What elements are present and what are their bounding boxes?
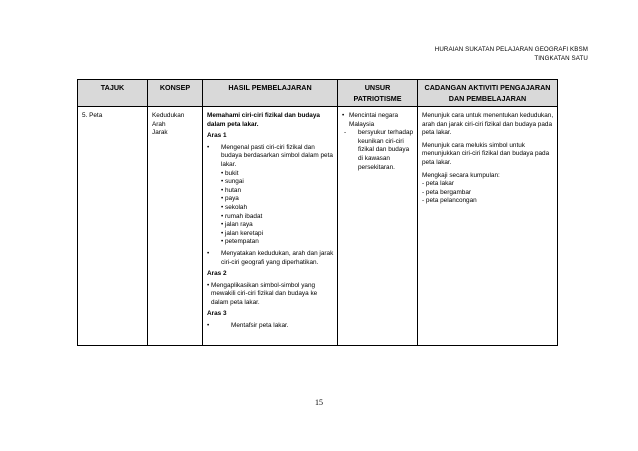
cell-tajuk <box>78 107 148 346</box>
tajuk-text: 5. Peta <box>82 112 103 119</box>
bullet-icon: • <box>207 143 210 151</box>
symbol-item <box>221 221 334 230</box>
konsep-item: Jarak <box>152 129 168 137</box>
symbol-text: rumah ibadat <box>225 212 263 220</box>
symbol-item <box>221 170 334 179</box>
symbol-text: hutan <box>225 186 241 194</box>
cadangan-paragraph: Mengkaji secara kumpulan: <box>422 171 500 179</box>
table-header-row <box>78 80 558 107</box>
cadangan-list-item: - peta lakar <box>422 180 454 188</box>
header-cadangan: CADANGAN AKTIVITI PENGAJARAN DAN PEMBELAJARAN <box>418 80 558 107</box>
bullet-icon: • <box>207 249 210 257</box>
cadangan-list-text: peta pelancongan <box>425 197 477 205</box>
symbol-item <box>221 195 334 204</box>
konsep-item: Kedudukan <box>152 112 185 119</box>
bullet-icon: • <box>221 195 224 203</box>
bullet-text: Mengenal pasti ciri-ciri fizikal dan budaya berdasarkan simbol dalam peta lakar. <box>221 143 333 168</box>
konsep-item: Arah <box>152 120 166 128</box>
bullet-icon: • <box>221 178 224 186</box>
symbol-item <box>221 213 334 222</box>
cell-cadangan <box>418 107 558 346</box>
syllabus-table <box>77 79 558 346</box>
symbol-text: sekolah <box>225 203 248 211</box>
header-konsep: KONSEP <box>148 80 203 107</box>
bullet-icon: • <box>221 238 224 246</box>
cadangan-list-text: peta lakar <box>425 180 454 188</box>
bullet-icon: • <box>221 169 224 177</box>
unsur-item <box>342 112 414 129</box>
symbol-item <box>221 238 334 247</box>
header-unsur: UNSUR PATRIOTISME <box>338 80 418 107</box>
header-hasil: HASIL PEMBELAJARAN <box>203 80 338 107</box>
symbol-text: jalan keretapi <box>225 229 264 237</box>
symbol-item <box>221 187 334 196</box>
unsur-sub-text: bersyukur terhadap keunikan ciri-ciri fizikal dan budaya di kawasan persekitaran. <box>358 129 414 171</box>
bullet-icon: • <box>207 281 210 289</box>
dash-marker: - <box>344 129 347 137</box>
header-tajuk: TAJUK <box>78 80 148 107</box>
symbol-list <box>221 170 334 247</box>
bullet-icon: • <box>342 112 345 119</box>
bullet-item <box>207 250 334 267</box>
aras-2-label: Aras 2 <box>207 270 227 278</box>
hasil-intro: Memahami ciri-ciri fizikal dan budaya dalam peta lakar. <box>207 112 320 128</box>
cadangan-list-text: peta bergambar <box>425 188 472 196</box>
symbol-text: petempatan <box>225 238 259 246</box>
cell-konsep <box>148 107 203 346</box>
bullet-icon: • <box>221 229 224 237</box>
page-number: 15 <box>315 398 323 407</box>
symbol-text: jalan raya <box>225 221 253 229</box>
cadangan-list-item: - peta pelancongan <box>422 197 477 205</box>
bullet-item <box>207 282 334 308</box>
bullet-icon: • <box>221 212 224 220</box>
symbol-item <box>221 204 334 213</box>
bullet-item <box>207 144 334 170</box>
symbol-item <box>221 178 334 187</box>
bullet-icon: • <box>221 221 224 229</box>
bullet-text: Mengaplikasikan simbol-simbol yang mewakili ciri-ciri fizikal dan budaya ke dalam peta lakar. <box>211 281 318 306</box>
bullet-text: Mentafsir peta lakar. <box>231 322 289 330</box>
bullet-icon: • <box>221 186 224 194</box>
header-line-1: HURAIAN SUKATAN PELAJARAN GEOGRAFI KBSM <box>434 46 588 53</box>
symbol-text: sungai <box>225 178 244 186</box>
table-row <box>78 107 558 346</box>
symbol-text: bukit <box>225 169 239 177</box>
aras-3-label: Aras 3 <box>207 310 227 318</box>
unsur-sub-item <box>344 129 414 172</box>
bullet-text: Menyatakan kedudukan, arah dan jarak ciri-ciri geografi yang diperhatikan. <box>221 249 334 266</box>
symbol-text: paya <box>225 195 239 203</box>
cadangan-paragraph: Menunjuk cara untuk menentukan kedudukan, arah dan jarak ciri-ciri fizikal dan budaya pada peta lakar. <box>422 112 554 137</box>
unsur-text: Mencintai negara Malaysia <box>349 112 399 128</box>
aras-1-label: Aras 1 <box>207 132 227 140</box>
bullet-icon: • <box>221 203 224 211</box>
cadangan-list-item: - peta bergambar <box>422 188 472 196</box>
bullet-item <box>207 322 334 331</box>
header-line-2: TINGKATAN SATU <box>534 55 588 62</box>
cell-unsur <box>338 107 418 346</box>
document-header <box>435 45 588 63</box>
cadangan-paragraph: Menunjuk cara melukis simbol untuk menunjukkan ciri-ciri fizikal dan budaya pada peta lakar. <box>422 141 550 166</box>
cell-hasil <box>203 107 338 346</box>
symbol-item <box>221 230 334 239</box>
bullet-icon: • <box>207 322 210 330</box>
